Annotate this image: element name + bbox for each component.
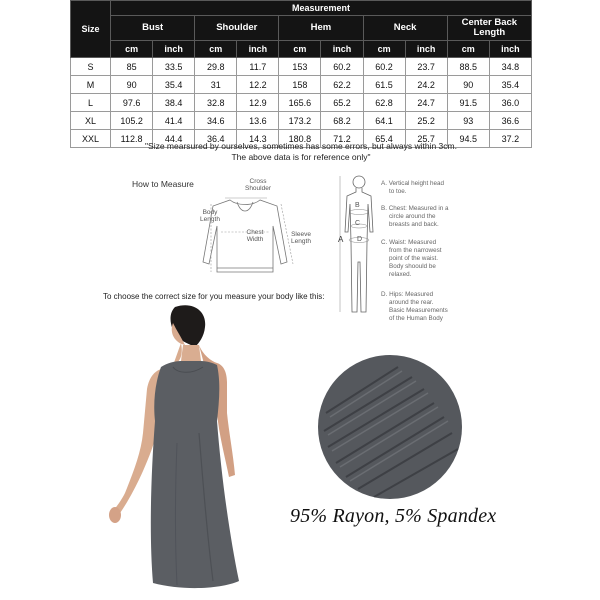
table-cell: 105.2	[111, 112, 153, 130]
table-cell: 32.8	[195, 94, 237, 112]
letter-a: A	[338, 235, 344, 244]
unit-header: inch	[321, 41, 363, 58]
measure-note-letter: B.	[381, 205, 387, 212]
table-row	[71, 58, 532, 76]
table-cell: 112.8	[111, 130, 153, 148]
table-cell: 31	[195, 76, 237, 94]
cross-shoulder-label-2: Shoulder	[244, 185, 272, 192]
measure-note-line: to toe.	[389, 188, 407, 195]
measure-note-line: Basic Measurements	[389, 307, 448, 314]
unit-header: inch	[237, 41, 279, 58]
table-cell: 65.2	[321, 94, 363, 112]
table-cell: 12.2	[237, 76, 279, 94]
measure-note-line: around the rear.	[389, 299, 434, 306]
table-cell: 97.6	[111, 94, 153, 112]
table-cell: 36.0	[489, 94, 531, 112]
body-figure-diagram	[333, 172, 383, 322]
measure-note-line: point of the waist.	[389, 255, 439, 262]
sleeve-length-label-2: Length	[291, 238, 311, 245]
unit-header: inch	[405, 41, 447, 58]
body-length-label-1: Body	[202, 209, 218, 216]
dress-model-photo	[103, 303, 263, 600]
unit-header: inch	[153, 41, 195, 58]
fabric-composition: 95% Rayon, 5% Spandex	[290, 505, 497, 527]
hair	[171, 305, 206, 347]
size-note	[70, 141, 532, 163]
table-cell: 90	[447, 76, 489, 94]
size-cell: L	[71, 94, 111, 112]
table-row	[71, 112, 532, 130]
unit-header: inch	[489, 41, 531, 58]
measure-note-line: Hips: Measured	[389, 291, 434, 298]
table-cell: 24.2	[405, 76, 447, 94]
measure-note-line: breasts and back.	[389, 221, 439, 228]
hand	[109, 507, 121, 523]
size-chart-table	[70, 0, 532, 148]
table-cell: 71.2	[321, 130, 363, 148]
table-cell: 13.6	[237, 112, 279, 130]
table-cell: 180.8	[279, 130, 321, 148]
table-cell: 93	[447, 112, 489, 130]
body-length-label-2: Length	[200, 216, 220, 223]
table-cell: 38.4	[153, 94, 195, 112]
neck	[181, 345, 201, 361]
measure-note-c	[381, 239, 471, 279]
chest-width-label-1: Chest	[246, 229, 264, 236]
measure-note-line: Waist: Measured	[389, 239, 437, 246]
table-cell: 60.2	[321, 58, 363, 76]
unit-header: cm	[363, 41, 405, 58]
unit-header: cm	[447, 41, 489, 58]
table-cell: 44.4	[153, 130, 195, 148]
measure-note-line: circle around the	[389, 213, 436, 220]
table-cell: 62.8	[363, 94, 405, 112]
table-cell: 23.7	[405, 58, 447, 76]
table-cell: 37.2	[489, 130, 531, 148]
sleeve-length-line	[281, 204, 293, 264]
group-shoulder: Shoulder	[195, 16, 279, 41]
table-cell: 25.7	[405, 130, 447, 148]
group-center-back-length: Center Back Length	[447, 16, 531, 41]
how-to-measure-title: How to Measure	[132, 179, 194, 189]
table-cell: 35.4	[489, 76, 531, 94]
unit-header: cm	[279, 41, 321, 58]
table-cell: 11.7	[237, 58, 279, 76]
table-cell: 65.4	[363, 130, 405, 148]
measure-note-b	[381, 205, 471, 229]
shirt-measure-diagram	[195, 192, 305, 282]
table-cell: 61.5	[363, 76, 405, 94]
measure-note-line: Chest: Measured in a	[388, 205, 449, 212]
measurement-header: Measurement	[111, 1, 532, 16]
letter-d: D	[357, 236, 363, 243]
unit-header: cm	[111, 41, 153, 58]
table-cell: 34.6	[195, 112, 237, 130]
table-cell: 64.1	[363, 112, 405, 130]
size-note-line-2: The above data is for reference only"	[231, 152, 371, 162]
table-cell: 94.5	[447, 130, 489, 148]
measure-note-line: Body shoould be	[389, 263, 436, 270]
size-cell: XXL	[71, 130, 111, 148]
table-cell: 165.6	[279, 94, 321, 112]
table-cell: 90	[111, 76, 153, 94]
fabric-swatch	[316, 353, 464, 501]
size-cell: M	[71, 76, 111, 94]
table-cell: 41.4	[153, 112, 195, 130]
table-cell: 12.9	[237, 94, 279, 112]
unit-header: cm	[195, 41, 237, 58]
table-cell: 36.4	[195, 130, 237, 148]
table-cell: 85	[111, 58, 153, 76]
table-cell: 25.2	[405, 112, 447, 130]
choose-size-text: To choose the correct size for you measure your body like this:	[103, 292, 325, 301]
group-neck: Neck	[363, 16, 447, 41]
measure-note-line: Vertical height head	[388, 180, 445, 187]
sleeve-length-label-1: Sleeve	[291, 231, 311, 238]
group-bust: Bust	[111, 16, 195, 41]
size-note-line-1: "Size mearsured by ourselves, sometimes has some errors, but always within 3cm.	[145, 141, 457, 151]
table-cell: 60.2	[363, 58, 405, 76]
measure-note-letter: A.	[381, 180, 387, 187]
table-cell: 24.7	[405, 94, 447, 112]
table-cell: 158	[279, 76, 321, 94]
letter-b: B	[355, 202, 360, 209]
group-hem: Hem	[279, 16, 363, 41]
table-cell: 14.3	[237, 130, 279, 148]
table-cell: 173.2	[279, 112, 321, 130]
table-cell: 33.5	[153, 58, 195, 76]
cross-shoulder-label	[238, 178, 278, 192]
chest-ring-b	[349, 210, 369, 215]
measure-note-line: relaxed.	[389, 271, 412, 278]
measure-note-letter: D.	[381, 291, 388, 298]
measure-note-line: from the narrowest	[389, 247, 442, 254]
head	[353, 176, 365, 188]
cross-shoulder-label-1: Cross	[249, 178, 267, 185]
table-cell: 68.2	[321, 112, 363, 130]
table-cell: 88.5	[447, 58, 489, 76]
measure-note-d	[381, 291, 471, 323]
table-row	[71, 94, 532, 112]
table-cell: 35.4	[153, 76, 195, 94]
table-row	[71, 76, 532, 94]
table-cell: 62.2	[321, 76, 363, 94]
table-cell: 36.6	[489, 112, 531, 130]
size-cell: XL	[71, 112, 111, 130]
shirt-neckline	[237, 202, 253, 211]
table-cell: 34.8	[489, 58, 531, 76]
chest-width-label-2: Width	[246, 236, 264, 243]
table-cell: 153	[279, 58, 321, 76]
size-cell: S	[71, 58, 111, 76]
measure-note-a	[381, 180, 471, 196]
letter-c: C	[355, 220, 361, 227]
measure-note-line: of the Human Body	[389, 315, 443, 322]
measure-note-letter: C.	[381, 239, 388, 246]
fabric-circle	[318, 355, 462, 499]
table-cell: 91.5	[447, 94, 489, 112]
size-header: Size	[71, 1, 111, 58]
table-cell: 29.8	[195, 58, 237, 76]
